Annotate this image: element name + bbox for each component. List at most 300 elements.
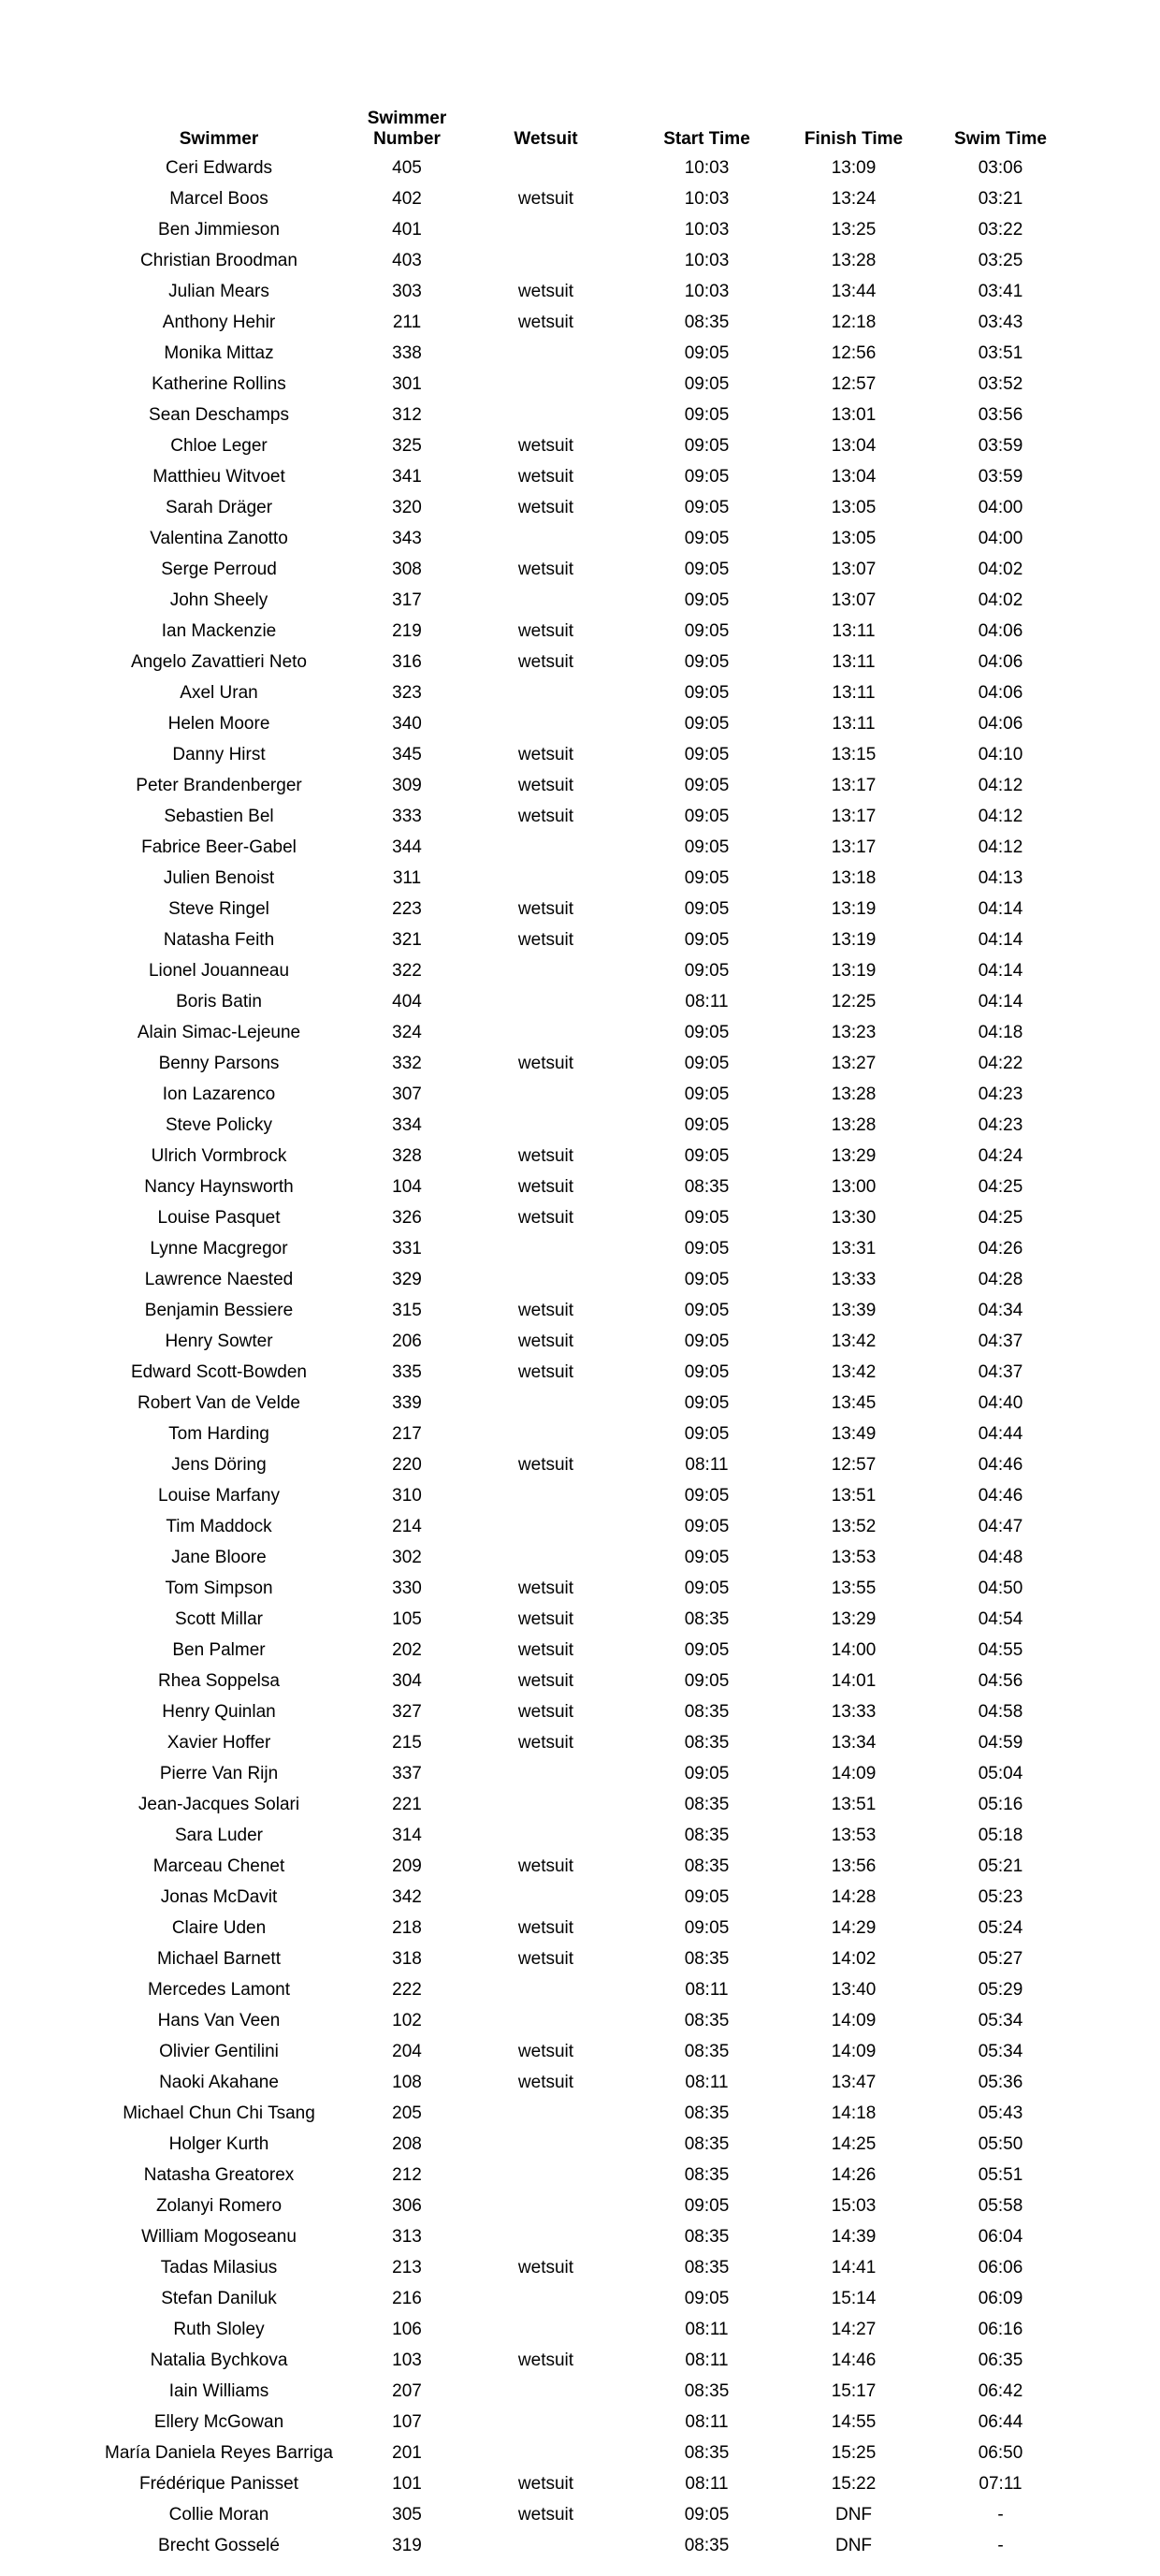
swimmer-name: Brecht Gosselé [158,2535,280,2555]
swimmer-number: 316 [392,651,422,672]
swimmer-number: 329 [392,1269,422,1289]
table-row [82,1480,1074,1511]
table-row [82,1573,1074,1604]
wetsuit-cell: wetsuit [517,775,574,795]
finish-time: 15:03 [831,2195,877,2216]
finish-time: 13:09 [831,157,877,178]
finish-time: 13:19 [831,960,877,981]
table-row [82,1326,1074,1357]
finish-time: 14:26 [831,2164,877,2185]
swimmer-name: Julian Mears [168,281,269,301]
wetsuit-cell: wetsuit [517,2072,574,2092]
swimmer-number: 321 [392,929,422,950]
table-row [82,708,1074,739]
swim-time: 04:14 [978,960,1023,981]
swimmer-number: 313 [392,2226,422,2247]
start-time: 10:03 [684,157,730,178]
start-time: 09:05 [684,435,730,456]
table-row [82,1604,1074,1635]
swimmer-number: 208 [392,2133,422,2154]
table-row [82,2160,1074,2190]
finish-time: 13:51 [831,1485,877,1506]
finish-time: 13:19 [831,929,877,950]
table-row [82,1017,1074,1048]
swim-time: 04:06 [978,713,1023,734]
table-row [82,1696,1074,1727]
table-row [82,1079,1074,1110]
swimmer-number: 311 [392,867,422,888]
swim-time: 04:47 [978,1516,1023,1536]
finish-time: 13:19 [831,898,877,919]
table-row [82,2468,1074,2499]
swimmer-name: Ceri Edwards [165,157,273,178]
swim-time: 05:21 [978,1856,1023,1876]
start-time: 09:05 [684,867,730,888]
wetsuit-cell: wetsuit [517,2350,574,2370]
swimmer-name: Xavier Hoffer [167,1732,271,1753]
start-time: 08:11 [685,2319,729,2339]
start-time: 09:05 [684,651,730,672]
swim-time: 04:13 [978,867,1023,888]
start-time: 09:05 [684,528,730,548]
finish-time: 13:28 [831,250,877,270]
swim-time: 04:59 [978,1732,1023,1753]
swimmer-number: 325 [392,435,422,456]
swimmer-name: Ian Mackenzie [161,620,277,641]
swimmer-name: Tom Harding [168,1423,269,1444]
start-time: 08:35 [684,2380,730,2401]
finish-time: 13:42 [831,1331,877,1351]
finish-time: DNF [834,2535,873,2555]
table-row [82,1172,1074,1202]
start-time: 08:11 [685,2350,729,2370]
finish-time: 13:28 [831,1114,877,1135]
swimmer-name: Jane Bloore [171,1547,267,1567]
wetsuit-cell: wetsuit [517,2504,574,2525]
start-time: 08:35 [684,2442,730,2463]
swimmer-name: Olivier Gentilini [159,2041,279,2061]
swimmer-number: 302 [392,1547,422,1567]
swimmer-number: 320 [392,497,422,517]
swim-time: 03:43 [978,312,1023,332]
finish-time: 13:24 [831,188,877,209]
wetsuit-cell: wetsuit [517,1361,574,1382]
swim-time: 04:14 [978,991,1023,1011]
swimmer-number: 341 [392,466,422,487]
finish-time: 13:07 [831,559,877,579]
start-time: 09:05 [684,1053,730,1073]
swimmer-number: 332 [392,1053,422,1073]
table-row [82,801,1074,832]
start-time: 08:35 [684,1794,730,1814]
swimmer-name: Peter Brandenberger [136,775,302,795]
table-row [82,986,1074,1017]
wetsuit-cell: wetsuit [517,1639,574,1660]
table-row [82,2530,1074,2561]
swimmer-number: 105 [392,1608,422,1629]
swimmer-number: 342 [392,1886,422,1907]
wetsuit-cell: wetsuit [517,559,574,579]
swimmer-name: Danny Hirst [172,744,266,764]
table-row [82,1820,1074,1851]
wetsuit-cell: wetsuit [517,651,574,672]
start-time: 09:05 [684,1269,730,1289]
wetsuit-cell: wetsuit [517,466,574,487]
swimmer-number: 331 [392,1238,422,1259]
swimmer-number: 101 [392,2473,422,2494]
swim-time: 03:06 [978,157,1023,178]
swimmer-number: 303 [392,281,422,301]
swim-time: 05:34 [978,2041,1023,2061]
swimmer-name: Sean Deschamps [149,404,289,425]
swimmer-name: Jean-Jacques Solari [138,1794,300,1814]
table-row [82,183,1074,214]
swimmer-number: 218 [392,1917,422,1938]
swim-time: 03:59 [978,466,1023,487]
wetsuit-cell: wetsuit [517,2257,574,2278]
finish-time: 15:17 [831,2380,877,2401]
wetsuit-cell: wetsuit [517,1207,574,1228]
swimmer-name: Louise Pasquet [157,1207,281,1228]
swim-time: - [997,2535,1004,2555]
finish-time: 13:42 [831,1361,877,1382]
finish-time: 13:01 [831,404,877,425]
swim-time: - [997,2504,1004,2525]
swimmer-name: Mercedes Lamont [147,1979,291,2000]
start-time: 09:05 [684,2195,730,2216]
swimmer-name: Natalia Bychkova [150,2350,288,2370]
finish-time: 13:11 [832,651,876,672]
swimmer-number: 104 [392,1176,422,1197]
finish-time: 14:46 [831,2350,877,2370]
start-time: 08:35 [684,2257,730,2278]
swimmer-name: Zolanyi Romero [155,2195,283,2216]
swimmer-name: Lionel Jouanneau [148,960,290,981]
swim-time: 03:21 [978,188,1023,209]
start-time: 09:05 [684,2288,730,2308]
swimmer-number: 202 [392,1639,422,1660]
wetsuit-cell: wetsuit [517,806,574,826]
table-row [82,2376,1074,2407]
swimmer-number: 405 [392,157,422,178]
finish-time: 13:40 [831,1979,877,2000]
swimmer-number: 216 [392,2288,422,2308]
finish-time: 14:18 [831,2103,877,2123]
finish-time: 14:09 [831,1763,877,1783]
swimmer-number: 324 [392,1022,422,1042]
swimmer-name: Axel Uran [180,682,258,703]
table-row [82,1882,1074,1913]
start-time: 09:05 [684,1670,730,1691]
wetsuit-cell: wetsuit [517,1145,574,1166]
swimmer-name: Matthieu Witvoet [152,466,285,487]
swimmer-name: Frédérique Panisset [138,2473,299,2494]
swimmer-number: 212 [392,2164,422,2185]
swimmer-name: Naoki Akahane [159,2072,279,2092]
header-swim-time: Swim Time [954,129,1047,149]
swimmer-name: Monika Mittaz [164,342,274,363]
swim-time: 05:23 [978,1886,1023,1907]
swimmer-name: Marcel Boos [169,188,268,209]
swimmer-name: Michael Chun Chi Tsang [123,2103,315,2123]
table-row [82,2438,1074,2468]
wetsuit-cell: wetsuit [517,1856,574,1876]
table-row [82,2098,1074,2129]
table-row [82,492,1074,523]
swimmer-number: 312 [392,404,422,425]
swimmer-name: Boris Batin [176,991,262,1011]
finish-time: 14:01 [831,1670,877,1691]
start-time: 08:35 [684,2041,730,2061]
swimmer-number: 211 [392,312,422,332]
swimmer-number: 217 [392,1423,422,1444]
header-start-time: Start Time [663,129,750,149]
start-time: 10:03 [684,250,730,270]
swimmer-number: 310 [392,1485,422,1506]
swim-time: 04:37 [978,1361,1023,1382]
swimmer-number: 335 [392,1361,422,1382]
finish-time: 13:28 [831,1084,877,1104]
table-row [82,1202,1074,1233]
start-time: 09:05 [684,2504,730,2525]
finish-time: 13:44 [831,281,877,301]
swimmer-name: Pierre Van Rijn [159,1763,279,1783]
swim-time: 04:23 [978,1084,1023,1104]
table-row [82,1388,1074,1419]
wetsuit-cell: wetsuit [517,2473,574,2494]
finish-time: 14:25 [831,2133,877,2154]
finish-time: 15:14 [831,2288,877,2308]
table-body [82,153,1074,2561]
swimmer-number: 307 [392,1084,422,1104]
swimmer-name: Ben Palmer [172,1639,266,1660]
table-row [82,1357,1074,1388]
swimmer-name: Henry Quinlan [162,1701,276,1722]
swimmer-number: 317 [392,589,422,610]
swim-time: 04:22 [978,1053,1023,1073]
swim-time: 03:25 [978,250,1023,270]
swim-time: 07:11 [979,2473,1022,2494]
swim-time: 04:25 [978,1176,1023,1197]
swimmer-name: Tadas Milasius [160,2257,278,2278]
swimmer-number: 340 [392,713,422,734]
swimmer-number: 305 [392,2504,422,2525]
finish-time: 13:04 [831,435,877,456]
finish-time: 13:33 [831,1701,877,1722]
start-time: 08:35 [684,2226,730,2247]
swimmer-name: Ellery McGowan [153,2411,284,2432]
swim-time: 05:16 [978,1794,1023,1814]
table-row [82,2499,1074,2530]
swimmer-name: Julien Benoist [163,867,275,888]
swimmer-number: 327 [392,1701,422,1722]
swim-time: 04:24 [978,1145,1023,1166]
swim-time: 04:28 [978,1269,1023,1289]
swim-time: 04:58 [978,1701,1023,1722]
start-time: 08:35 [684,2103,730,2123]
swimmer-number: 330 [392,1578,422,1598]
swimmer-name: Steve Policky [165,1114,273,1135]
finish-time: 14:00 [831,1639,877,1660]
swimmer-name: Jens Döring [171,1454,267,1475]
swim-time: 04:34 [978,1300,1023,1320]
start-time: 09:05 [684,929,730,950]
start-time: 09:05 [684,960,730,981]
swimmer-number: 205 [392,2103,422,2123]
swimmer-name: Serge Perroud [161,559,277,579]
swimmer-number: 339 [392,1392,422,1413]
table-row [82,2252,1074,2283]
finish-time: 12:57 [831,1454,877,1475]
table-row [82,863,1074,894]
finish-time: 13:47 [831,2072,877,2092]
swim-time: 05:36 [978,2072,1023,2092]
wetsuit-cell: wetsuit [517,744,574,764]
swimmer-number: 343 [392,528,422,548]
swim-time: 04:00 [978,528,1023,548]
swim-time: 05:34 [978,2010,1023,2030]
wetsuit-cell: wetsuit [517,312,574,332]
swim-time: 05:24 [978,1917,1023,1938]
start-time: 09:05 [684,1084,730,1104]
swimmer-number: 345 [392,744,422,764]
table-row [82,1110,1074,1141]
swim-time: 06:35 [978,2350,1023,2370]
swimmer-name: Steve Ringel [168,898,269,919]
swimmer-number: 301 [392,373,422,394]
wetsuit-cell: wetsuit [517,1331,574,1351]
wetsuit-cell: wetsuit [517,1300,574,1320]
finish-time: 14:55 [831,2411,877,2432]
wetsuit-cell: wetsuit [517,1578,574,1598]
table-row [82,1449,1074,1480]
wetsuit-cell: wetsuit [517,281,574,301]
start-time: 09:05 [684,342,730,363]
swimmer-name: Angelo Zavattieri Neto [131,651,307,672]
finish-time: 15:22 [831,2473,877,2494]
swimmer-number: 223 [392,898,422,919]
swimmer-number: 337 [392,1763,422,1783]
finish-time: 13:25 [831,219,877,240]
swimmer-number: 222 [392,1979,422,2000]
start-time: 09:05 [684,1331,730,1351]
start-time: 09:05 [684,837,730,857]
swimmer-name: Sebastien Bel [164,806,274,826]
swim-time: 05:29 [978,1979,1023,2000]
finish-time: 13:00 [831,1176,877,1197]
swim-time: 04:40 [978,1392,1023,1413]
swim-time: 04:54 [978,1608,1023,1629]
wetsuit-cell: wetsuit [517,1608,574,1629]
start-time: 09:05 [684,713,730,734]
start-time: 08:11 [685,2072,729,2092]
finish-time: 13:33 [831,1269,877,1289]
start-time: 08:35 [684,1176,730,1197]
swim-time: 04:46 [978,1485,1023,1506]
start-time: 09:05 [684,1886,730,1907]
table-row [82,2036,1074,2067]
table-row [82,2067,1074,2098]
swimmer-number: 103 [392,2350,422,2370]
swim-time: 04:06 [978,682,1023,703]
start-time: 10:03 [684,281,730,301]
start-time: 09:05 [684,1423,730,1444]
start-time: 08:35 [684,1856,730,1876]
finish-time: 13:17 [831,806,877,826]
table-row [82,2190,1074,2221]
table-header [82,106,1074,153]
start-time: 09:05 [684,682,730,703]
swim-time: 06:42 [978,2380,1023,2401]
finish-time: 13:39 [831,1300,877,1320]
swimmer-number: 308 [392,559,422,579]
swimmer-name: Ulrich Vormbrock [151,1145,287,1166]
wetsuit-cell: wetsuit [517,1732,574,1753]
swimmer-name: Benjamin Bessiere [144,1300,294,1320]
finish-time: 13:07 [831,589,877,610]
swimmer-name: Tom Simpson [165,1578,273,1598]
table-row [82,1233,1074,1264]
finish-time: 13:49 [831,1423,877,1444]
start-time: 10:03 [684,188,730,209]
start-time: 08:11 [685,991,729,1011]
results-table [82,106,1074,2561]
finish-time: 13:27 [831,1053,877,1073]
swim-time: 04:14 [978,898,1023,919]
swim-time: 04:12 [978,837,1023,857]
start-time: 09:05 [684,1300,730,1320]
finish-time: 14:28 [831,1886,877,1907]
swim-time: 06:50 [978,2442,1023,2463]
start-time: 08:35 [684,1732,730,1753]
swimmer-name: Fabrice Beer-Gabel [141,837,297,857]
table-row [82,955,1074,986]
swimmer-number: 106 [392,2319,422,2339]
table-row [82,647,1074,677]
finish-time: 13:18 [831,867,877,888]
swim-time: 06:06 [978,2257,1023,2278]
swimmer-number: 323 [392,682,422,703]
swim-time: 04:00 [978,497,1023,517]
table-row [82,369,1074,400]
finish-time: 13:05 [831,497,877,517]
table-row [82,430,1074,461]
start-time: 09:05 [684,1361,730,1382]
swim-time: 04:55 [978,1639,1023,1660]
swim-time: 04:46 [978,1454,1023,1475]
start-time: 09:05 [684,1763,730,1783]
swimmer-number: 221 [392,1794,422,1814]
wetsuit-cell: wetsuit [517,435,574,456]
swim-time: 06:04 [978,2226,1023,2247]
table-row [82,1789,1074,1820]
start-time: 09:05 [684,898,730,919]
wetsuit-cell: wetsuit [517,620,574,641]
table-row [82,1913,1074,1943]
table-row [82,1419,1074,1449]
finish-time: 13:53 [831,1825,877,1845]
swim-time: 03:52 [978,373,1023,394]
start-time: 09:05 [684,806,730,826]
table-row [82,1264,1074,1295]
start-time: 09:05 [684,497,730,517]
finish-time: 13:31 [831,1238,877,1259]
start-time: 08:35 [684,1948,730,1969]
start-time: 08:35 [684,2133,730,2154]
start-time: 09:05 [684,1022,730,1042]
swimmer-name: Anthony Hehir [162,312,276,332]
swimmer-name: William Mogoseanu [141,2226,297,2247]
